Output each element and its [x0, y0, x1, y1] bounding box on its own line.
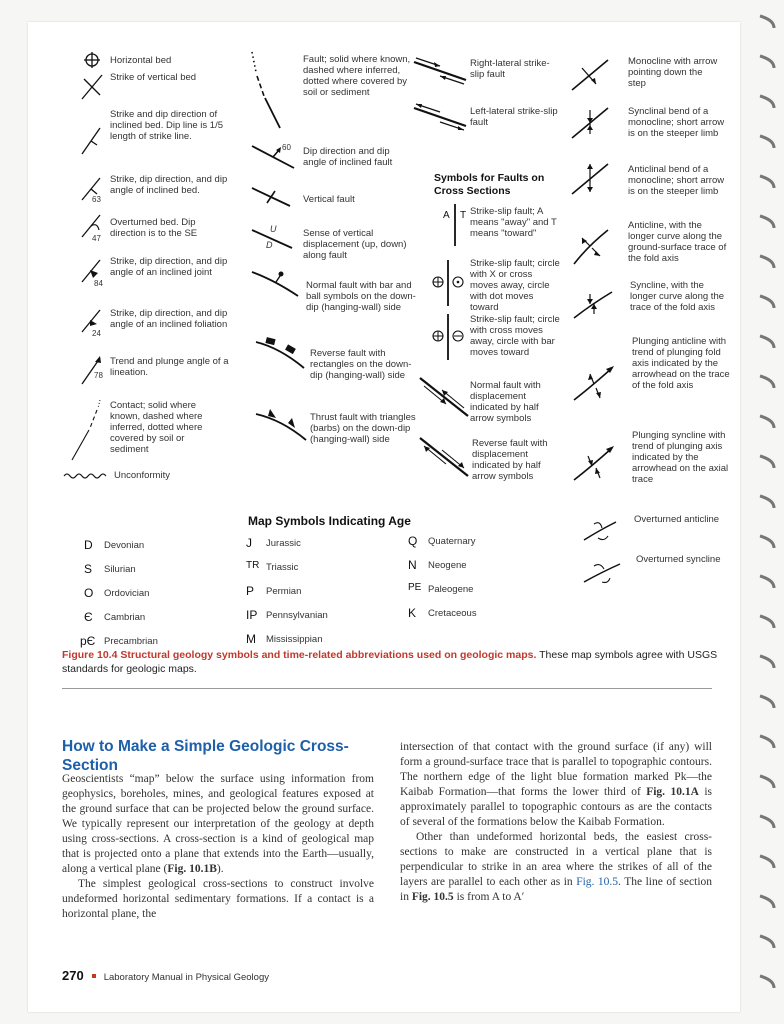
dip-angle: 60	[282, 143, 291, 152]
page-footer	[62, 968, 269, 983]
legend-text: Normal fault with bar and ball symbols on the down-dip (hanging-wall) side	[306, 280, 416, 313]
normal-fault-cross-symbol	[416, 372, 472, 422]
legend-text: Contact; solid where known, dashed where inferred, dotted where covered by soil or sediment	[110, 400, 203, 455]
plunge-angle: 78	[94, 371, 103, 380]
legend-text: Strike, dip direction, and dip angle of an inclined foliation	[110, 308, 228, 330]
legend-text: Reverse fault with displacement indicated by half arrow symbols	[472, 438, 548, 482]
age-name: Pennsylvanian	[266, 610, 328, 621]
caption-title: Structural geology symbols and time-related abbreviations used on geologic maps.	[120, 649, 537, 661]
figure-ref: Fig. 10.5	[411, 891, 454, 903]
paragraph: is from A to A′	[453, 891, 525, 903]
paragraph: Other than undeformed horizontal beds, the easiest cross-sections to make are constructed in a vertical plane that is perpendicular to strike in an area where the strikes of all of the layers are parallel to each other as in	[400, 831, 712, 888]
legend-text: Syncline, with the longer curve along the trace of the fold axis	[630, 280, 725, 313]
cross-sections-title: Symbols for Faults on Cross Sections	[434, 172, 545, 197]
overturned-anticline-symbol	[580, 516, 620, 546]
legend-text: Strike of vertical bed	[110, 72, 197, 83]
legend-text: Unconformity	[114, 470, 170, 481]
overturned-syncline-symbol	[580, 556, 624, 588]
page-number: 270	[62, 968, 84, 983]
dip-angle: 47	[92, 234, 101, 243]
legend-text: Strike-slip fault; A means "away" and T means "toward"	[470, 206, 557, 239]
age-name: Neogene	[428, 560, 467, 571]
legend-text: Horizontal bed	[110, 55, 172, 66]
left-lateral-fault-symbol	[410, 102, 470, 132]
age-symbol: K	[408, 606, 417, 620]
legend-text: Normal fault with displacement indicated by half arrow symbols	[470, 380, 541, 424]
legend-text: Strike and dip direction of inclined bed. Dip line is 1/5 length of strike line.	[110, 109, 224, 142]
age-symbol: N	[408, 558, 417, 572]
age-name: Precambrian	[104, 636, 158, 647]
down-label: D	[266, 240, 273, 250]
age-name: Ordovician	[104, 588, 150, 599]
age-symbol: Q	[408, 534, 418, 548]
age-symbol: P	[246, 584, 255, 598]
caption-label: Figure 10.4	[62, 649, 118, 661]
body-left-column	[62, 772, 374, 922]
caption-text: These map symbols agree with USGS standards for geologic maps.	[62, 649, 718, 675]
plunging-anticline-symbol	[570, 360, 618, 406]
legend-text: Anticlinal bend of a monocline; short arrow is on the steeper limb	[628, 164, 725, 197]
toward-label: T	[460, 210, 467, 221]
legend-text: Anticline, with the longer curve along the ground-surface trace of the fold axis	[628, 220, 727, 264]
dip-angle: 24	[92, 329, 101, 338]
x-dot-fault-symbol	[426, 258, 470, 308]
lineation-symbol	[78, 352, 108, 388]
normal-fault-symbol	[250, 266, 302, 306]
figure-10-4	[58, 34, 748, 662]
age-symbol: TR	[246, 560, 260, 571]
book-title: Laboratory Manual in Physical Geology	[103, 972, 269, 983]
vertical-fault-symbol	[250, 184, 294, 210]
legend-text: Monocline with arrow pointing down the step	[628, 56, 718, 89]
legend-text: Plunging anticline with trend of plunging fold axis indicated by the arrowhead on the trace of the fold axis	[632, 336, 730, 391]
away-label: A	[443, 210, 450, 221]
body-right-column	[400, 740, 712, 905]
joint-symbol	[78, 256, 108, 286]
up-label: U	[270, 224, 277, 234]
age-name: Triassic	[266, 562, 299, 573]
age-symbol: D	[84, 538, 93, 552]
legend-text: Overturned bed. Dip direction is to the SE	[110, 217, 198, 239]
reverse-fault-symbol	[254, 336, 308, 376]
plunging-syncline-symbol	[570, 440, 618, 486]
age-symbol: M	[246, 632, 256, 646]
age-name: Jurassic	[266, 538, 301, 549]
legend-text: Strike, dip direction, and dip angle of inclined bed.	[110, 174, 228, 196]
age-name: Devonian	[104, 540, 145, 551]
reverse-fault-cross-symbol	[416, 432, 472, 482]
vertical-bed-symbol	[78, 72, 106, 102]
age-name: Cretaceous	[428, 608, 477, 619]
monocline-symbol	[568, 54, 614, 94]
horizontal-bed-symbol	[82, 50, 102, 70]
figure-caption	[62, 648, 732, 676]
legend-text: Right-lateral strike-slip fault	[470, 58, 550, 80]
paragraph: is approximately parallel to topographic contours as are the contacts of several of the formations below the Kaibab Formation.	[400, 786, 713, 828]
age-table-title: Map Symbols Indicating Age	[248, 514, 411, 528]
figure-ref: Fig. 10.1A	[646, 786, 699, 798]
age-name: Quaternary	[428, 536, 476, 547]
legend-text: Left-lateral strike-slip fault	[470, 106, 558, 128]
section-heading: How to Make a Simple Geologic Cross-Section	[62, 738, 349, 774]
legend-text: Overturned syncline	[636, 554, 721, 565]
age-name: Silurian	[104, 564, 136, 575]
paragraph: ).	[216, 863, 224, 875]
contact-line-symbol	[64, 398, 104, 464]
dip-angle: 63	[92, 195, 101, 204]
footer-bullet	[92, 974, 96, 978]
age-symbol: O	[84, 586, 94, 600]
legend-text: Reverse fault with rectangles on the down-dip (hanging-wall) side	[310, 348, 412, 381]
legend-text: Synclinal bend of a monocline; short arrow is on the steeper limb	[628, 106, 725, 139]
paragraph: . The line of section in	[400, 876, 713, 903]
figure-ref: Fig. 10.5	[576, 876, 619, 888]
age-symbol: S	[84, 562, 93, 576]
strike-dip-symbol	[78, 124, 104, 158]
paragraph: Geoscientists “map” below the surface using information from geophysics, boreholes, mines, and geological features exposed at the ground surface that can be projected below the ground surface. We typically represent our interpretation of the geology at depth using cross-sections. A cross-section is a kind of geological map that is projected onto a plane that extends into the Earth—usually, along a vertical plane (	[62, 773, 374, 875]
thrust-fault-symbol	[254, 406, 310, 446]
age-name: Mississippian	[266, 634, 323, 645]
age-name: Permian	[266, 586, 302, 597]
age-name: Cambrian	[104, 612, 146, 623]
anticline-symbol	[568, 224, 614, 270]
legend-text: Sense of vertical displacement (up, down) along fault	[303, 228, 407, 261]
age-symbol: Є	[84, 610, 93, 624]
age-symbol: IP	[246, 608, 258, 622]
paragraph: intersection of that contact with the ground surface (if any) will form a ground-surface trace that is parallel to topographic contours. The northern edge of the light blue formation marked Pk—the Kaibab Formation—that forms the lower third of	[400, 741, 712, 798]
synclinal-bend-symbol	[568, 102, 614, 142]
figure-ref: Fig. 10.1B	[167, 863, 217, 875]
legend-text: Strike-slip fault; circle with cross moves away, circle with bar moves toward	[470, 314, 560, 358]
legend-text: Strike, dip direction, and dip angle of an inclined joint	[110, 256, 228, 278]
anticlinal-bend-symbol	[568, 158, 614, 198]
syncline-symbol	[570, 284, 616, 324]
legend-text: Vertical fault	[303, 194, 355, 205]
dip-angle: 84	[94, 279, 103, 288]
legend-text: Dip direction and dip angle of inclined fault	[303, 146, 393, 168]
unconformity-symbol	[62, 470, 112, 482]
right-lateral-fault-symbol	[410, 56, 470, 86]
legend-text: Strike-slip fault; circle with X or cross moves away, circle with dot moves toward	[470, 258, 560, 313]
age-symbol: J	[246, 536, 252, 550]
cross-bar-fault-symbol	[426, 312, 470, 362]
age-symbol: pЄ	[80, 634, 96, 648]
legend-text: Overturned anticline	[634, 514, 720, 525]
legend-text: Plunging syncline with trend of plunging axis indicated by the arrowhead on the axial trace	[632, 430, 729, 485]
at-fault-symbol	[440, 202, 470, 248]
legend-text: Trend and plunge angle of a lineation.	[110, 356, 229, 378]
spiral-binding	[740, 0, 784, 1024]
legend-text: Fault; solid where known, dashed where inferred, dotted where covered by soil or sediment	[303, 54, 411, 98]
age-symbol: PE	[408, 582, 422, 593]
age-name: Paleogene	[428, 584, 474, 595]
paragraph: The simplest geological cross-sections to construct involve undeformed horizontal sedimentary formations. If a contact is a horizontal plane, the	[62, 878, 374, 920]
fault-line-symbol	[248, 50, 288, 130]
divider	[62, 688, 712, 689]
legend-text: Thrust fault with triangles (barbs) on the down-dip (hanging-wall) side	[310, 412, 416, 445]
